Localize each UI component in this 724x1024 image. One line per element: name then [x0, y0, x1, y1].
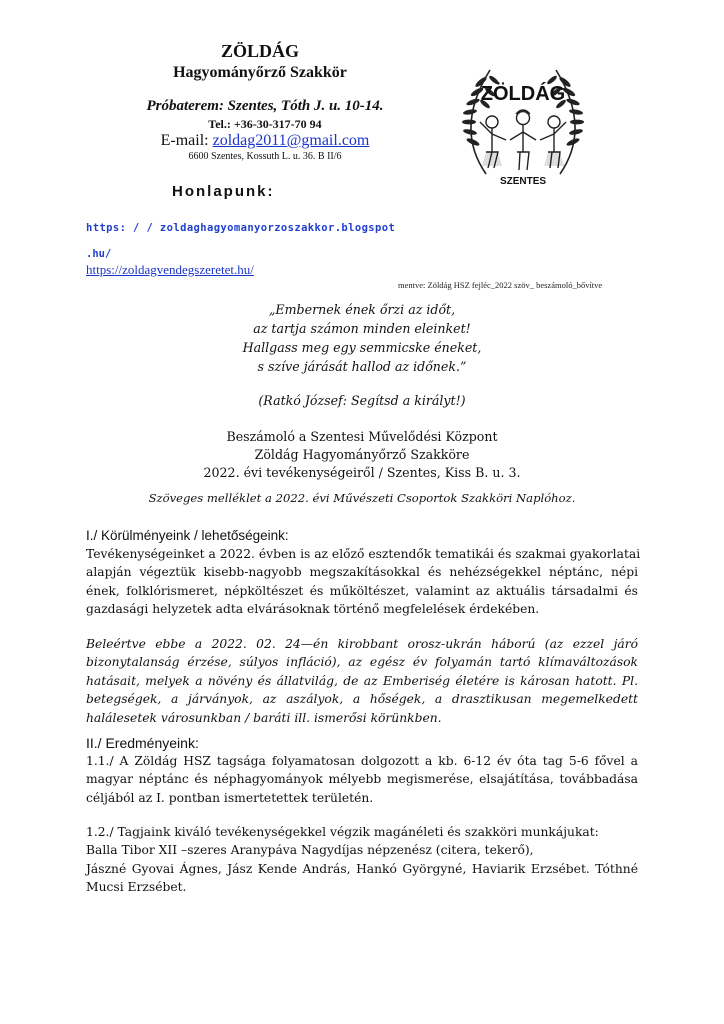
folk-dancers-wreath-icon	[448, 56, 598, 188]
text-line: gazdasági helyzetek adta elvárásoknak történő megfelelések érdekében.	[86, 602, 540, 617]
postal-address: 6600 Szentes, Kossuth L. u. 36. B II/6	[188, 151, 342, 162]
report-title	[180, 428, 544, 482]
poem-line: s szíve járását hallod az időnek.”	[257, 359, 467, 374]
text-line: hatásait, melyek a növény és állatvilág, de az Emberiség életére is károsan hatott. Pl.	[86, 673, 638, 688]
club-name: ZÖLDÁG	[220, 41, 299, 61]
text-line: Balla Tibor XII –szeres Aranypáva Nagydíjas népzenész (citera, tekerő),	[86, 843, 534, 858]
text-line: céljából az I. pontban ismertetettek területén.	[86, 790, 374, 805]
report-title-line: Zöldág Hagyományőrző Szakköre	[254, 447, 470, 462]
blog-url-link[interactable]: https: / / zoldaghagyomanyorzoszakkor.blogspot	[86, 222, 396, 234]
section-1-paragraph-1	[86, 545, 641, 619]
website-url-link[interactable]: https://zoldagvendegszeretet.hu/	[86, 262, 254, 277]
text-line: Jászné Gyovai Ágnes, Jász Kende András, Hankó Györgyné, Haviarik Erzsébet. Tóthné	[86, 861, 638, 876]
section-2-paragraph-2	[86, 823, 638, 897]
email-label: E-mail:	[160, 132, 213, 149]
poem	[200, 300, 524, 376]
website-heading: Honlapunk:	[172, 183, 275, 200]
text-line: alapján végeztük kisebb-nagyobb megszakításokkal és nehézségekkel néptánc, népi	[86, 565, 638, 580]
text-line: 1.1./ A Zöldág HSZ tagsága folyamatosan dolgozott a kb. 6-12 év óta tag 5-6 fővel a	[86, 754, 638, 768]
report-title-line: Beszámoló a Szentesi Művelődési Központ	[226, 429, 498, 444]
rehearsal-address: Próbaterem: Szentes, Tóth J. u. 10-14.	[146, 98, 384, 114]
poem-line: az tartja számon minden eleinket!	[253, 321, 471, 336]
poem-line: „Embernek ének őrzi az időt,	[268, 302, 456, 317]
text-line: Beleértve ebbe a 2022. 02. 24—én kirobbant orosz-ukrán háború (az ezzel járó	[86, 637, 638, 651]
logo-city: SZENTES	[499, 176, 547, 187]
blog-url-link-continued[interactable]: .hu/	[86, 248, 112, 260]
text-line: betegségek, a járványok, az aszályok, a hőségek, a drasztikusan megemelkedett	[86, 692, 638, 707]
club-subtitle: Hagyományőrző Szakkör	[173, 64, 347, 81]
section-1-paragraph-2	[86, 635, 638, 727]
poem-citation: (Ratkó József: Segítsd a királyt!)	[258, 393, 466, 408]
poem-line: Hallgass meg egy semmicske éneket,	[242, 340, 482, 355]
section-2-paragraph-1	[86, 752, 638, 807]
email-line	[110, 132, 420, 150]
section-2-heading: II./ Eredményeink:	[86, 735, 199, 751]
text-line: ének, folklórismeret, népköltészet és műköltészet, valamint az aktuális társadalmi és	[86, 583, 638, 598]
text-line: Tevékenységeinket a 2022. évben is az előző esztendők tematikái és szakmai gyakorlatai	[86, 547, 641, 561]
phone-number: Tel.: +36-30-317-70 94	[208, 117, 322, 131]
club-logo	[448, 56, 598, 188]
email-link[interactable]: zoldag2011@gmail.com	[212, 132, 370, 149]
saved-file-note: mentve: Zöldág HSZ fejléc_2022 szöv_ beszámoló_bővítve	[398, 280, 603, 290]
report-title-line: 2022. évi tevékenységeiről / Szentes, Kiss B. u. 3.	[203, 465, 521, 480]
logo-title: ZÖLDÁG	[480, 83, 566, 105]
section-1-heading: I./ Körülményeink / lehetőségeink:	[86, 528, 289, 543]
text-line: 1.2./ Tagjaink kiváló tevékenységekkel végzik magánéleti és szakköri munkájukat:	[86, 825, 599, 839]
text-line: Mucsi Erzsébet.	[86, 880, 187, 895]
annex-note: Szöveges melléklet a 2022. évi Művészeti Csoportok Szakköri Naplóhoz.	[148, 491, 576, 505]
text-line: magyar néptánc és néphagyományok mélyebb megismerése, elsajátítása, továbbadása	[86, 772, 638, 787]
text-line: halálesetek városunkban / baráti ill. ismerősi körünkben.	[86, 710, 442, 725]
text-line: bizonytalanság érzése, súlyos infláció), az egész év folyamán tartó klímaváltozások	[86, 655, 638, 670]
